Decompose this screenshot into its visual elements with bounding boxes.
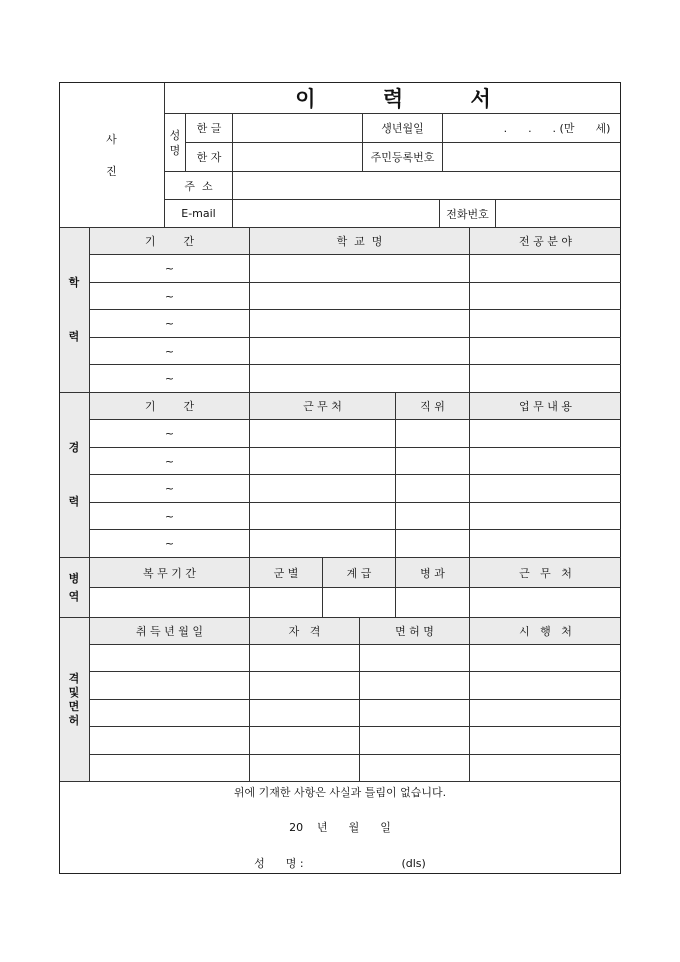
- career-duties-cell[interactable]: [470, 420, 621, 448]
- education-header-period: 기 간: [90, 228, 250, 255]
- hangul-label: 한 글: [186, 114, 233, 143]
- license-qualification-cell[interactable]: [250, 672, 360, 700]
- education-major-cell[interactable]: [470, 255, 621, 283]
- license-label-3: 면: [68, 699, 80, 713]
- license-issuer-cell[interactable]: [470, 645, 621, 672]
- email-label: E-mail: [165, 200, 233, 228]
- education-label-2: 력: [68, 330, 80, 343]
- license-date-cell[interactable]: [90, 727, 250, 755]
- license-qualification-cell[interactable]: [250, 755, 360, 782]
- license-header-date: 취 득 년 월 일: [90, 618, 250, 645]
- career-period-cell[interactable]: ~: [90, 420, 250, 448]
- career-period-cell[interactable]: ~: [90, 503, 250, 530]
- career-period-cell[interactable]: ~: [90, 475, 250, 503]
- birth-value: . . . (만 세): [503, 122, 611, 135]
- license-date-cell[interactable]: [90, 700, 250, 727]
- career-workplace-cell[interactable]: [250, 475, 396, 503]
- military-branch-field[interactable]: [250, 588, 323, 618]
- hanja-name-field[interactable]: [233, 143, 363, 172]
- military-label-2: 역: [68, 589, 80, 603]
- photo-label-1: 사: [106, 132, 117, 146]
- career-header-duties: 업 무 내 용: [470, 393, 621, 420]
- phone-label: 전화번호: [440, 200, 496, 228]
- career-position-cell[interactable]: [396, 420, 470, 448]
- career-duties-cell[interactable]: [470, 503, 621, 530]
- photo-box[interactable]: [59, 82, 165, 228]
- license-date-cell[interactable]: [90, 755, 250, 782]
- career-position-cell[interactable]: [396, 503, 470, 530]
- education-header-school: 학 교 명: [250, 228, 470, 255]
- license-issuer-cell[interactable]: [470, 727, 621, 755]
- career-duties-cell[interactable]: [470, 448, 621, 475]
- career-label-1: 경: [68, 441, 80, 454]
- career-duties-cell[interactable]: [470, 475, 621, 503]
- license-qualification-cell[interactable]: [250, 727, 360, 755]
- career-label-2: 력: [68, 495, 80, 508]
- license-header-issuer: 시 행 처: [470, 618, 621, 645]
- email-field[interactable]: [233, 200, 440, 228]
- education-period-cell[interactable]: ~: [90, 283, 250, 310]
- career-section-label: [59, 393, 90, 558]
- career-position-cell[interactable]: [396, 530, 470, 558]
- resume-form: [59, 82, 621, 874]
- license-header-qualification: 자 격: [250, 618, 360, 645]
- license-name-cell[interactable]: [360, 755, 470, 782]
- license-section-label: [59, 618, 90, 782]
- career-workplace-cell[interactable]: [250, 448, 396, 475]
- license-label-4: 허: [68, 713, 80, 727]
- military-header-rank: 계 급: [323, 558, 396, 588]
- license-qualification-cell[interactable]: [250, 700, 360, 727]
- education-major-cell[interactable]: [470, 310, 621, 338]
- rrn-label: 주민등록번호: [363, 143, 443, 172]
- career-header-workplace: 근 무 처: [250, 393, 396, 420]
- license-name-cell[interactable]: [360, 700, 470, 727]
- address-label: 주 소: [165, 172, 233, 200]
- license-name-cell[interactable]: [360, 645, 470, 672]
- license-issuer-cell[interactable]: [470, 672, 621, 700]
- military-header-unit: 근 무 처: [470, 558, 621, 588]
- education-school-cell[interactable]: [250, 283, 470, 310]
- education-period-cell[interactable]: ~: [90, 365, 250, 393]
- career-header-position: 직 위: [396, 393, 470, 420]
- hangul-name-field[interactable]: [233, 114, 363, 143]
- military-unit-field[interactable]: [470, 588, 621, 618]
- education-period-cell[interactable]: ~: [90, 310, 250, 338]
- address-field[interactable]: [233, 172, 621, 200]
- career-workplace-cell[interactable]: [250, 420, 396, 448]
- license-qualification-cell[interactable]: [250, 645, 360, 672]
- career-duties-cell[interactable]: [470, 530, 621, 558]
- education-major-cell[interactable]: [470, 338, 621, 365]
- education-major-cell[interactable]: [470, 365, 621, 393]
- military-specialty-field[interactable]: [396, 588, 470, 618]
- military-section-label: [59, 558, 90, 618]
- education-header-major: 전 공 분 야: [470, 228, 621, 255]
- education-school-cell[interactable]: [250, 338, 470, 365]
- education-period-cell[interactable]: ~: [90, 338, 250, 365]
- license-date-cell[interactable]: [90, 645, 250, 672]
- education-school-cell[interactable]: [250, 310, 470, 338]
- phone-field[interactable]: [496, 200, 621, 228]
- license-label-1: 격: [68, 671, 80, 685]
- career-period-cell[interactable]: ~: [90, 448, 250, 475]
- career-header-period: 기 간: [90, 393, 250, 420]
- birth-field[interactable]: [443, 114, 621, 143]
- hanja-label: 한 자: [186, 143, 233, 172]
- page-title: 이 력 서: [165, 82, 621, 114]
- name-label-1: 성: [169, 128, 181, 142]
- rrn-field[interactable]: [443, 143, 621, 172]
- license-issuer-cell[interactable]: [470, 700, 621, 727]
- license-name-cell[interactable]: [360, 672, 470, 700]
- military-label-1: 병: [68, 571, 80, 585]
- declaration-text: 위에 기재한 사항은 사실과 틀림이 없습니다.: [233, 786, 447, 799]
- birth-label: 생년월일: [363, 114, 443, 143]
- education-school-cell[interactable]: [250, 365, 470, 393]
- education-period-cell[interactable]: ~: [90, 255, 250, 283]
- military-rank-field[interactable]: [323, 588, 396, 618]
- career-position-cell[interactable]: [396, 448, 470, 475]
- name-label-2: 명: [169, 143, 181, 157]
- education-section-label: [59, 228, 90, 393]
- military-header-branch: 군 별: [250, 558, 323, 588]
- license-date-cell[interactable]: [90, 672, 250, 700]
- military-header-period: 복 무 기 간: [90, 558, 250, 588]
- education-label-1: 학: [68, 276, 80, 289]
- career-workplace-cell[interactable]: [250, 503, 396, 530]
- license-issuer-cell[interactable]: [470, 755, 621, 782]
- education-major-cell[interactable]: [470, 283, 621, 310]
- date-line: 20 년 월 일: [289, 821, 391, 834]
- license-label-2: 및: [68, 685, 80, 699]
- career-period-cell[interactable]: ~: [90, 530, 250, 558]
- license-name-cell[interactable]: [360, 727, 470, 755]
- photo-label-2: 진: [106, 164, 117, 178]
- career-position-cell[interactable]: [396, 475, 470, 503]
- military-period-field[interactable]: [90, 588, 250, 618]
- education-school-cell[interactable]: [250, 255, 470, 283]
- career-workplace-cell[interactable]: [250, 530, 396, 558]
- military-header-specialty: 병 과: [396, 558, 470, 588]
- name-label: [165, 114, 186, 172]
- license-header-name: 면 허 명: [360, 618, 470, 645]
- signature-line[interactable]: 성 명 : (dls): [254, 857, 426, 870]
